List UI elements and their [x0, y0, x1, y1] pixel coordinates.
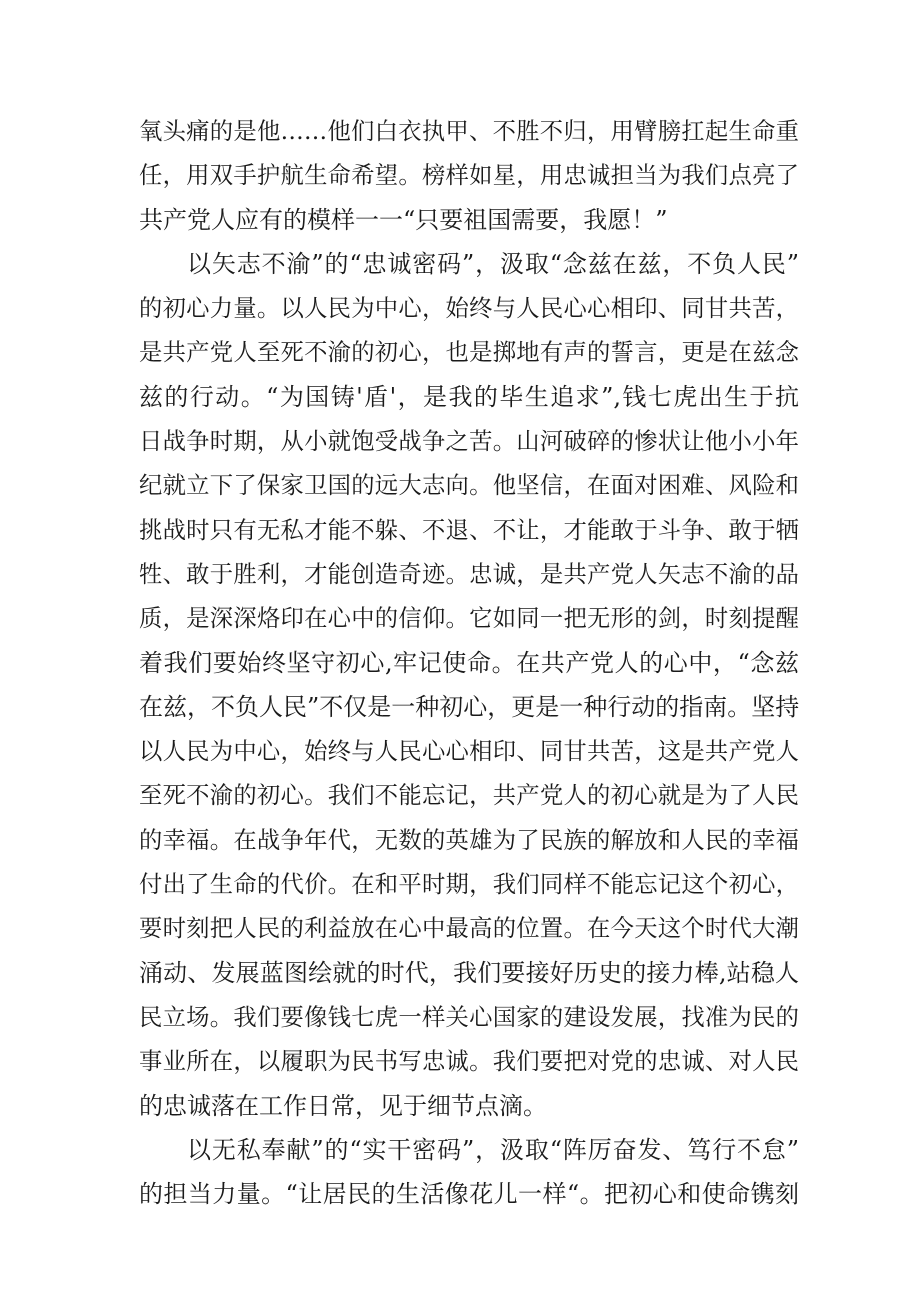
- text-line-6: 是共产党人至死不渝的初心，也是掷地有声的誓言，更是在兹念: [139, 338, 799, 367]
- text-line-19: 要时刻把人民的利益放在心中最高的位置。在今天这个时代大潮: [139, 914, 799, 943]
- text-line-3: 共产党人应有的模样一一“只要祖国需要，我愿！”: [139, 205, 668, 234]
- text-line-15: 以人民为中心，始终与人民心心相印、同甘共苦，这是共产党人: [139, 737, 799, 766]
- text-line-9: 纪就立下了保家卫国的远大志向。他坚信，在面对困难、风险和: [139, 471, 799, 500]
- text-line-5: 的初心力量。以人民为中心，始终与人民心心相印、同甘共苦，: [139, 294, 799, 323]
- text-line-2: 任，用双手护航生命希望。榜样如星，用忠诚担当为我们点亮了: [139, 161, 799, 190]
- text-line-4: 以矢志不渝”的“忠诚密码”，汲取“念兹在兹，不负人民”: [187, 249, 799, 278]
- text-line-11: 牲、敢于胜利，才能创造奇迹。忠诚，是共产党人矢志不渝的品: [139, 559, 799, 588]
- text-line-14: 在兹，不负人民”不仅是一种初心，更是一种行动的指南。坚持: [139, 692, 800, 721]
- text-line-23: 的忠诚落在工作日常，见于细节点滴。: [139, 1091, 547, 1120]
- text-line-13: 着我们要始终坚守初心,牢记使命。在共产党人的心中，“念兹: [139, 648, 799, 677]
- text-line-8: 日战争时期，从小就饱受战争之苦。山河破碎的惨状让他小小年: [139, 427, 799, 456]
- text-line-25: 的担当力量。“让居民的生活像花儿一样“。把初心和使命镌刻: [139, 1180, 799, 1209]
- text-line-10: 挑战时只有无私才能不躲、不退、不让，才能敢于斗争、敢于牺: [139, 515, 799, 544]
- text-line-24: 以无私奉献”的“实干密码”，汲取“阵厉奋发、笃行不怠”: [187, 1135, 799, 1164]
- text-line-7: 兹的行动。“为国铸'盾'，是我的毕生追求”,钱七虎出生于抗: [139, 382, 799, 411]
- text-line-20: 涌动、发展蓝图绘就的时代，我们要接好历史的接力棒,站稳人: [139, 958, 799, 987]
- text-line-17: 的幸福。在战争年代，无数的英雄为了民族的解放和人民的幸福: [139, 825, 799, 854]
- text-line-1: 氧头痛的是他……他们白衣执甲、不胜不归，用臂膀扛起生命重: [139, 117, 799, 145]
- text-line-16: 至死不渝的初心。我们不能忘记，共产党人的初心就是为了人民: [139, 781, 799, 810]
- text-line-12: 质，是深深烙印在心中的信仰。它如同一把无形的剑，时刻提醒: [139, 604, 799, 633]
- body-text: [139, 109, 799, 1216]
- text-line-22: 事业所在，以履职为民书写忠诚。我们要把对党的忠诚、对人民: [139, 1047, 799, 1076]
- text-line-18: 付出了生命的代价。在和平时期，我们同样不能忘记这个初心，: [139, 870, 799, 899]
- text-line-21: 民立场。我们要像钱七虎一样关心国家的建设发展，找准为民的: [139, 1002, 799, 1031]
